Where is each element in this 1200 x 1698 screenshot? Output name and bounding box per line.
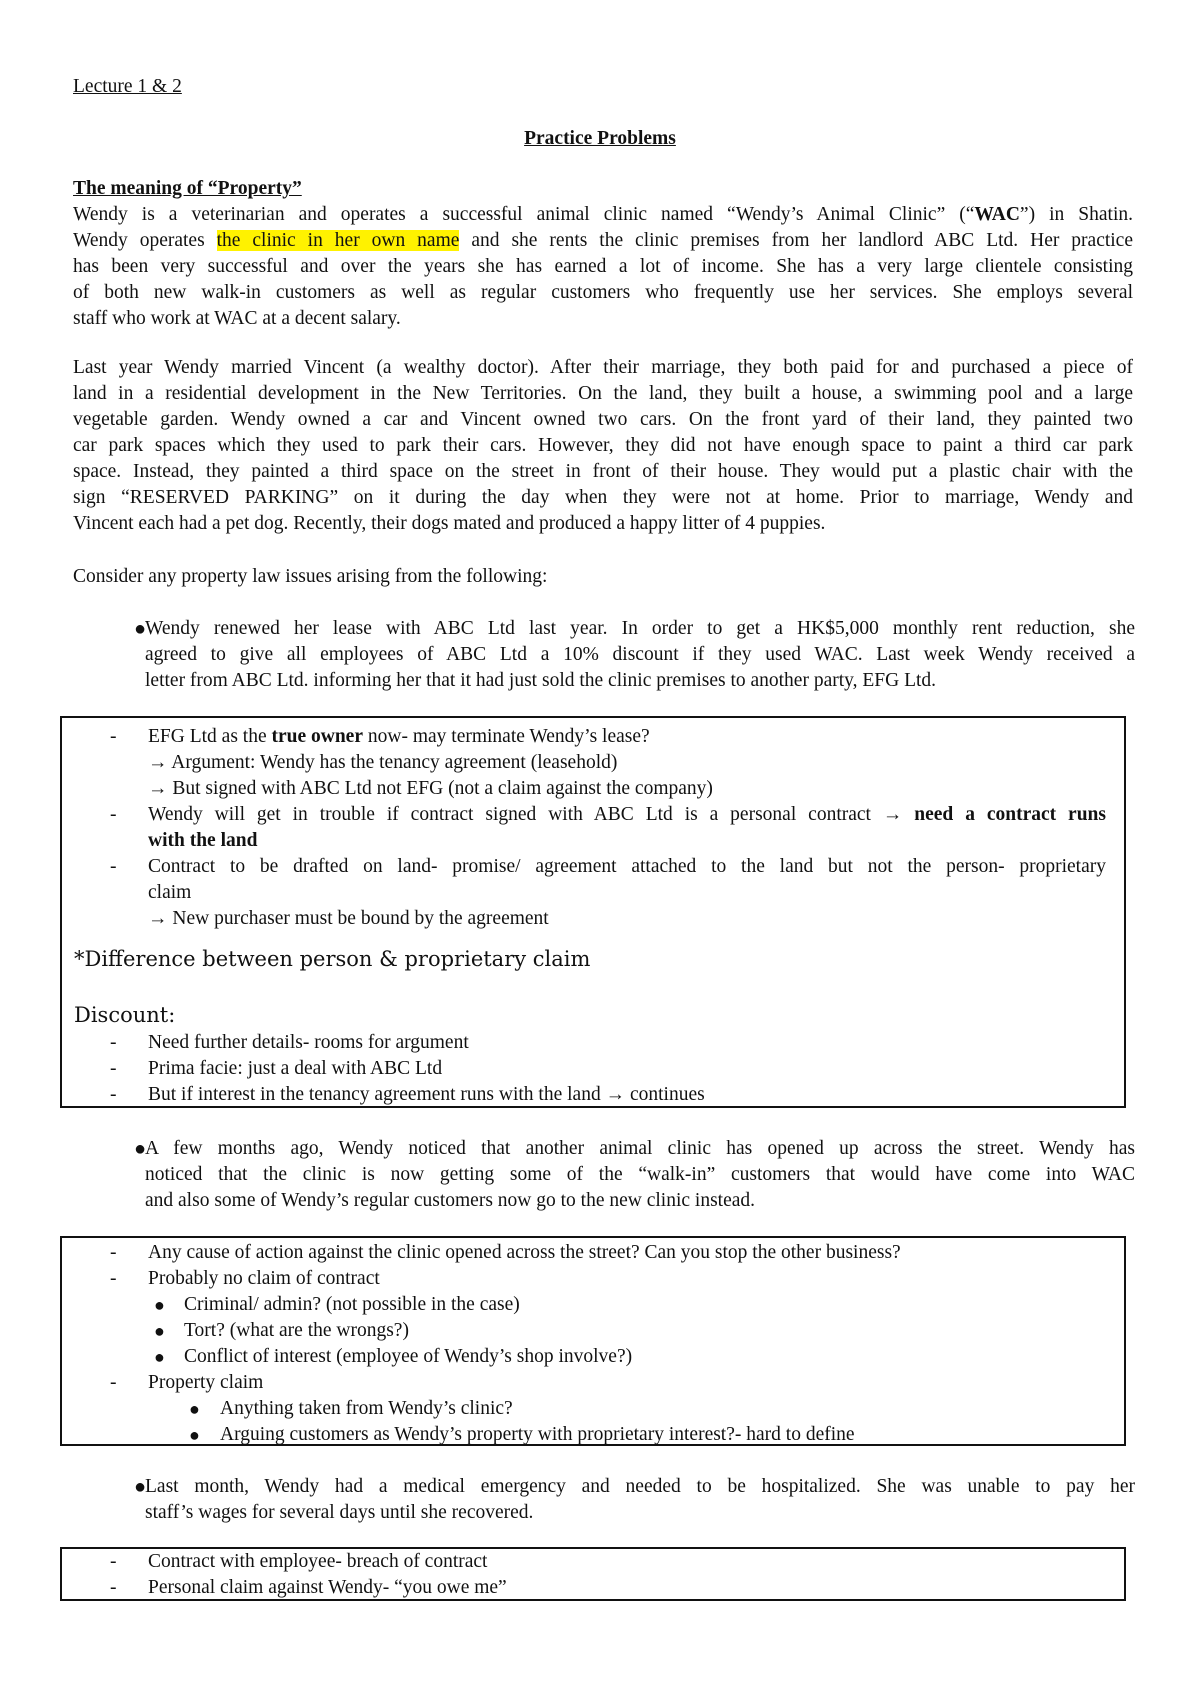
bullet-icon: ● <box>189 1399 200 1419</box>
para-line: vegetable garden. Wendy owned a car and Vincent owned two cars. On the front yard of their land, they painted two <box>73 409 1133 430</box>
para-line: land in a residential development in the New Territories. On the land, they built a house, a swimming pool and a large <box>73 383 1133 404</box>
answer-box-wages: - Contract with employee- breach of contract - Personal claim against Wendy- “you owe me” <box>60 1547 1126 1601</box>
para-line: Wendy operates the clinic in her own name and she rents the clinic premises from her landlord ABC Ltd. Her practice <box>73 230 1133 251</box>
para-line: sign “RESERVED PARKING” on it during the day when they were not at home. Prior to marriage, Wendy and <box>73 487 1133 508</box>
paragraph-marriage <box>73 355 1133 537</box>
dash-marker: - <box>110 1268 117 1289</box>
section-heading: The meaning of “Property” <box>73 178 302 199</box>
consider-line: Consider any property law issues arising from the following: <box>73 566 548 587</box>
answer-box-competitor: - Any cause of action against the clinic opened across the street? Can you stop the other business? - Probably no claim of contract ● Criminal/ admin? (not possible in the case) ● Tort? (what are the wrongs?) ● Conflict of interest (employee of Wendy’s shop involve?) - Property claim ● Anything taken from Wendy’s clinic? ● Arguing customers as Wendy’s property with proprietary interest?- hard to define <box>60 1236 1126 1446</box>
bullet-icon: ● <box>154 1321 165 1341</box>
dash-marker: - <box>110 1577 117 1598</box>
list-item: ● Last month, Wendy had a medical emergency and needed to be hospitalized. She was unable to pay her staff’s wages for several days until she recovered. <box>134 1476 1135 1523</box>
bullet-icon: ● <box>134 1138 147 1160</box>
dash-marker: - <box>110 856 117 877</box>
para-line: car park spaces which they used to park their cars. However, they did not have enough space to paint a third car park <box>73 435 1133 456</box>
dash-marker: - <box>110 804 117 825</box>
para-line: space. Instead, they painted a third space on the street in front of their house. They would put a plastic chair with the <box>73 461 1133 482</box>
dash-marker: - <box>110 1551 117 1572</box>
para-line: Vincent each had a pet dog. Recently, their dogs mated and produced a happy litter of 4 puppies. <box>73 513 826 534</box>
answer-box-lease: - EFG Ltd as the true owner now- may terminate Wendy’s lease? → Argument: Wendy has the tenancy agreement (leasehold) → But signed with ABC Ltd not EFG (not a claim against the company) - Wendy will get in trouble if contract signed with ABC Ltd is a personal contract → need a contract runs with the land - Contract to be drafted on land- promise/ agreement attached to the land but not the person- proprietary claim → New purchaser must be bound by the agreement *Difference between person & proprietary claim Discount: - Need further details- rooms for argument - Prima facie: just a deal with ABC Ltd - But if interest in the tenancy agreement runs with the land → continues <box>60 716 1126 1108</box>
dash-marker: - <box>110 1032 117 1053</box>
dash-marker: - <box>110 1084 117 1105</box>
para-line: staff who work at WAC at a decent salary. <box>73 308 401 329</box>
note-difference: *Difference between person & proprietary claim <box>74 947 591 971</box>
para-line: Wendy is a veterinarian and operates a successful animal clinic named “Wendy’s Animal Clinic” (“WAC”) in Shatin. <box>73 204 1133 225</box>
discount-heading: Discount: <box>74 1003 176 1027</box>
paragraph-intro <box>73 202 1133 332</box>
dash-marker: - <box>110 726 117 747</box>
bullet-icon: ● <box>154 1295 165 1315</box>
page-title: Practice Problems <box>524 128 676 149</box>
bullet-icon: ● <box>134 618 147 640</box>
dash-marker: - <box>110 1058 117 1079</box>
dash-marker: - <box>110 1372 117 1393</box>
para-line: has been very successful and over the years she has earned a lot of income. She has a very large clientele consisting <box>73 256 1133 277</box>
bullet-icon: ● <box>189 1425 200 1445</box>
list-item: ● A few months ago, Wendy noticed that another animal clinic has opened up across the street. Wendy has noticed that the clinic is now getting some of the “walk-in” customers that would have come into WAC and also some of Wendy’s regular customers now go to the new clinic instead. <box>134 1138 1135 1211</box>
lecture-header: Lecture 1 & 2 <box>73 76 182 97</box>
para-line: Last year Wendy married Vincent (a wealthy doctor). After their marriage, they both paid for and purchased a piece of <box>73 357 1133 378</box>
list-item: ● Wendy renewed her lease with ABC Ltd last year. In order to get a HK$5,000 monthly rent reduction, she agreed to give all employees of ABC Ltd a 10% discount if they used WAC. Last week Wendy received a letter from ABC Ltd. informing her that it had just sold the clinic premises to another party, EFG Ltd. <box>134 618 1135 691</box>
bullet-icon: ● <box>154 1347 165 1367</box>
highlighted-text: the clinic in her own name <box>216 230 460 251</box>
bullet-icon: ● <box>134 1476 147 1498</box>
para-line: of both new walk-in customers as well as regular customers who frequently use her services. She employs several <box>73 282 1133 303</box>
dash-marker: - <box>110 1242 117 1263</box>
